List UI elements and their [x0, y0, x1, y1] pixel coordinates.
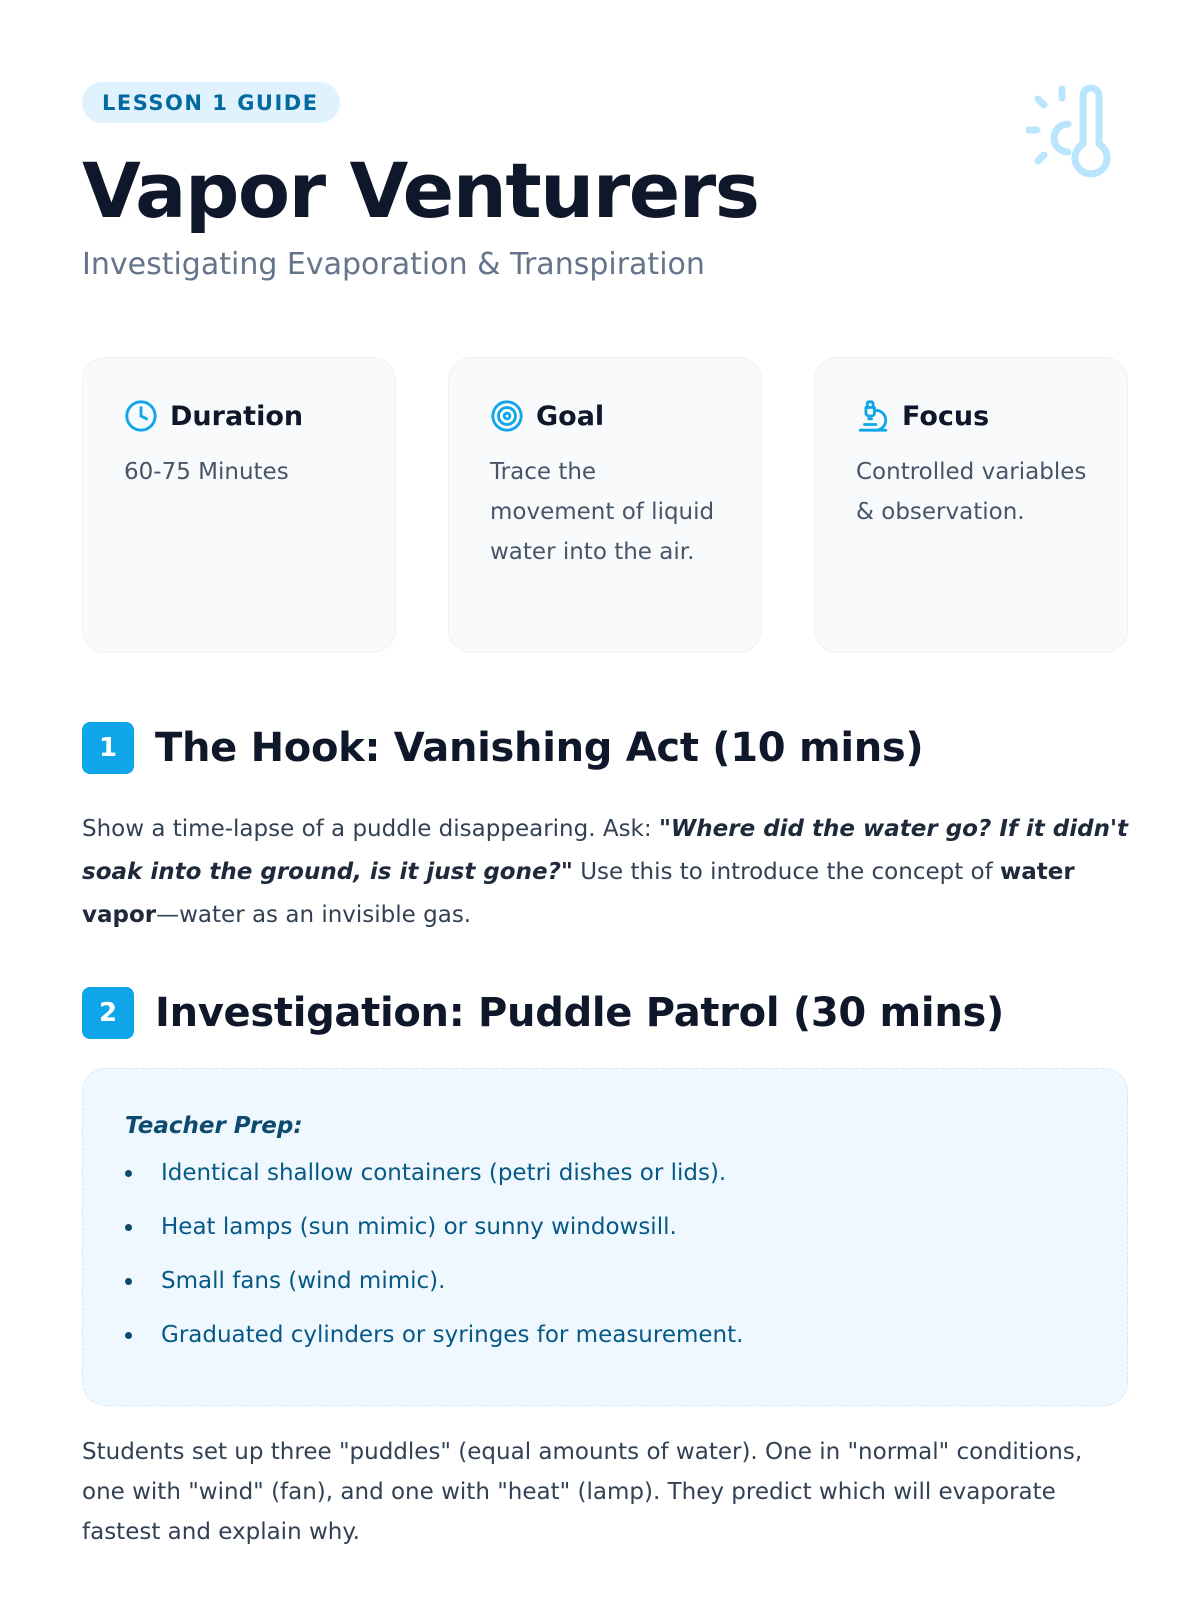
- teacher-prep-box: [82, 1068, 1128, 1406]
- sun-thermometer-icon: [1026, 84, 1126, 184]
- bullet-icon: [125, 1278, 132, 1285]
- list-item-text: Identical shallow containers (petri dishes or lids).: [161, 1160, 727, 1186]
- hook-keyword: water vapor: [82, 859, 1075, 928]
- list-item: [125, 1263, 1085, 1317]
- duration-card-body: 60-75 Minutes: [124, 459, 289, 485]
- lesson-header: [82, 82, 1128, 282]
- hook-question: "Where did the water go? If it didn't soak into the ground, is it just gone?": [82, 816, 1129, 885]
- section-number: 1: [82, 722, 134, 774]
- goal-card-title: Goal: [536, 400, 605, 432]
- duration-card-title: Duration: [170, 400, 304, 432]
- bullet-icon: [125, 1224, 132, 1231]
- focus-card-body: Controlled variables & observation.: [856, 459, 1087, 525]
- overview-cards: [82, 357, 1128, 653]
- list-item-text: Small fans (wind mimic).: [161, 1268, 446, 1294]
- list-item-text: Graduated cylinders or syringes for measurement.: [161, 1322, 744, 1348]
- hook-text-intro: Show a time-lapse of a puddle disappearing. Ask:: [82, 816, 659, 842]
- section-title: The Hook: Vanishing Act (10 mins): [155, 725, 924, 771]
- list-item-text: Heat lamps (sun mimic) or sunny windowsill.: [161, 1214, 677, 1240]
- focus-card-title: Focus: [902, 400, 990, 432]
- investigation-paragraph: Students set up three "puddles" (equal amounts of water). One in "normal" conditions, one with "wind" (fan), and one with "heat" (lamp). They predict which will evaporate fastest and explain why.: [82, 1439, 1083, 1545]
- page-title: Vapor Venturers: [82, 146, 759, 235]
- target-icon: [490, 399, 524, 433]
- list-item: [125, 1317, 1085, 1371]
- hook-paragraph: [82, 808, 1132, 937]
- duration-card: [82, 357, 396, 653]
- section-investigation-heading: [82, 987, 1004, 1039]
- page-subtitle: Investigating Evaporation & Transpiration: [82, 247, 705, 282]
- goal-card: [448, 357, 762, 653]
- bullet-icon: [125, 1332, 132, 1339]
- section-number: 2: [82, 987, 134, 1039]
- clock-icon: [124, 399, 158, 433]
- bullet-icon: [125, 1170, 132, 1177]
- focus-card: [814, 357, 1128, 653]
- section-hook-heading: [82, 722, 923, 774]
- microscope-icon: [856, 399, 890, 433]
- teacher-prep-list: [125, 1155, 1085, 1371]
- teacher-prep-title: Teacher Prep:: [125, 1113, 303, 1139]
- hook-text-end: —water as an invisible gas.: [156, 902, 472, 928]
- section-title: Investigation: Puddle Patrol (30 mins): [155, 990, 1004, 1036]
- hook-text-middle: Use this to introduce the concept of: [572, 859, 1001, 885]
- lesson-badge: LESSON 1 GUIDE: [82, 82, 340, 123]
- goal-card-body: Trace the movement of liquid water into the air.: [490, 459, 715, 565]
- list-item: [125, 1155, 1085, 1209]
- list-item: [125, 1209, 1085, 1263]
